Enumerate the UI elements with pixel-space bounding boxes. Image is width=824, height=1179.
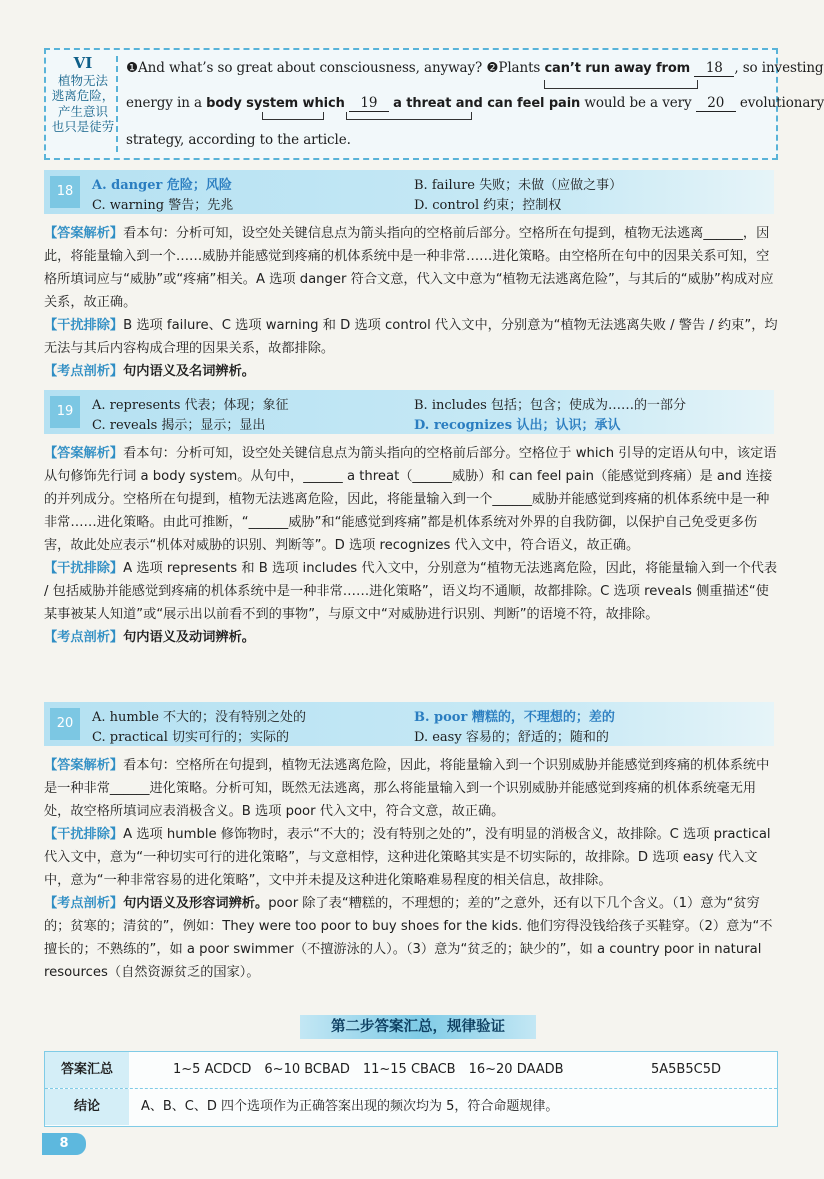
- option-a: A. represents 代表；体现；象征: [92, 398, 289, 413]
- answer-list: 1~5 ACDCD 6~10 BCBAD 11~15 CBACB 16~20 DAADB: [173, 1062, 564, 1077]
- key-phrase: can’t run away from: [544, 61, 691, 76]
- conclusion-text: A、B、C、D 四个选项作为正确答案出现的频次均为 5，符合命题规律。: [141, 1099, 559, 1114]
- arrow-connector: [544, 80, 698, 89]
- question-number: 19: [50, 396, 80, 428]
- options-19: [44, 390, 774, 434]
- page-number: 8: [42, 1133, 86, 1155]
- section-label-line: 逃离危险，: [51, 88, 115, 103]
- options-20: [44, 702, 774, 746]
- step-heading: [300, 1015, 536, 1039]
- section-label-line: 也只是徒劳: [51, 119, 115, 134]
- section-label-line: 植物无法: [57, 72, 108, 88]
- option-d: D. easy 容易的；舒适的；随和的: [414, 730, 609, 745]
- tag-point: 【考点剖析】: [44, 630, 124, 645]
- tag-point: 【考点剖析】: [44, 364, 124, 379]
- summary-head: 结论: [45, 1089, 129, 1125]
- option-b: B. includes 包括；包含；使成为……的一部分: [414, 398, 686, 413]
- summary-table: [44, 1051, 778, 1127]
- step-title: 答案汇总，规律验证: [374, 1019, 505, 1035]
- arrow-connector: [346, 112, 472, 120]
- tag-point: 【考点剖析】: [44, 896, 124, 911]
- passage-line-1: ❶And what’s so great about consciousness, anyway? ❷Plants can’t run away from 18 , so investing: [126, 60, 824, 76]
- passage-line-3: strategy, according to the article.: [126, 132, 351, 148]
- option-c: C. warning 警告；先兆: [92, 198, 234, 213]
- tag-analysis: 【答案解析】: [44, 226, 124, 241]
- summary-row: [45, 1052, 777, 1089]
- option-c: C. reveals 揭示；显示；显出: [92, 418, 266, 433]
- tag-analysis: 【答案解析】: [44, 758, 124, 773]
- key-phrase: a threat and can feel pain: [393, 96, 581, 111]
- option-c: C. practical 切实可行的；实际的: [92, 730, 290, 745]
- analysis-19: 【答案解析】看本句：分析可知，设空处关键信息点为箭头指向的空格前后部分。空格位于 which 引导的定语从句中，该定语从句修饰先行词 a body system。从句中，______ a threat（______威胁）和 can feel pain（能感觉到疼痛）是 and 连接的并列成分。空格所在句提到，植物无法逃离危险，因此，将能量输入到一个______威胁并能感觉到疼痛的机体系统中是一种非常……进化策略。由此可推断，“______威胁”和“能感觉到疼痛”都是机体系统对外界的自我防御，以保护自己免受更多伤害，故此处应表示“机体对威胁的识别、判断等”。D 选项 recognizes 代入文中，符合语义，故正确。 【干扰排除】A 选项 represents 和 B 选项 includes 代入文中，分别意为“植物无法逃离危险，因此，将能量输入到一个代表 / 包括威胁并能感觉到疼痛的机体系统中是一种非常……进化策略”，语义均不通顺，故都排除。C 选项 reveals 侧重描述“使某事被某人知道”或“展示出以前看不到的事物”，与原文中“对威胁进行识别、判断”的语境不符，故排除。 【考点剖析】句内语义及动词辨析。: [44, 446, 778, 645]
- question-number: 20: [50, 708, 80, 740]
- option-d: D. control 约束；控制权: [414, 198, 562, 213]
- arrow-connector: [262, 112, 324, 120]
- analysis-20: 【答案解析】看本句：空格所在句提到，植物无法逃离危险，因此，将能量输入到一个识别威胁并能感觉到疼痛的机体系统中是一种非常______进化策略。分析可知，既然无法逃离，那么将能量输入到一个识别威胁并能感觉到疼痛的机体系统毫无用处，故空格所填词应表消极含义。B 选项 poor 代入文中，符合文意，故正确。 【干扰排除】A 选项 humble 修饰物时，表示“不大的；没有特别之处的”，没有明显的消极含义，故排除。C 选项 practical 代入文中，意为“一种切实可行的进化策略”，与文意相悖，这种进化策略其实是不切实际的，故排除。D 选项 easy 代入文中，意为“一种非常容易的进化策略”，文中并未提及这种进化策略难易程度的相关信息，故排除。 【考点剖析】句内语义及形容词辨析。poor 除了表“糟糕的，不理想的；差的”之意外，还有以下几个含义。（1）意为“贫穷的；贫寒的；清贫的”，例如：They were too poor to buy shoes for the kids. 他们穷得没钱给孩子买鞋穿。（2）意为“不擅长的；不熟练的”，如 a poor swimmer（不擅游泳的人）。（3）意为“贫乏的；缺少的”，如 a country poor in natural resources（自然资源贫乏的国家）。: [44, 758, 773, 980]
- section-label-line: 产生意识: [57, 103, 108, 119]
- option-b: B. failure 失败；未做（应做之事）: [414, 178, 623, 193]
- tag-distract: 【干扰排除】: [44, 561, 124, 576]
- passage-line-2: energy in a body system which 19 a threat and can feel pain would be a very 20 evolutionary: [126, 95, 824, 111]
- summary-head: 答案汇总: [45, 1052, 129, 1088]
- analysis-18: 【答案解析】看本句：分析可知，设空处关键信息点为箭头指向的空格前后部分。空格所在句提到，植物无法逃离______，因此，将能量输入到一个……威胁并能感觉到疼痛的机体系统中是一种非常……进化策略。由空格所在句中的因果关系可知，空格所填词应与“威胁”或“疼痛”相关。A 选项 danger 符合文意，代入文中意为“植物无法逃离危险”，与其后的“威胁”构成对应关系，故正确。 【干扰排除】B 选项 failure、C 选项 warning 和 D 选项 control 代入文中，分别意为“植物无法逃离失败 / 警告 / 约束”，均无法与其后内容构成合理的因果关系，故都排除。 【考点剖析】句内语义及名词辨析。: [44, 226, 778, 379]
- tag-distract: 【干扰排除】: [44, 318, 124, 333]
- summary-row: [45, 1089, 777, 1125]
- option-d: D. recognizes 认出；认识；承认: [414, 418, 621, 433]
- option-a: A. danger 危险；风险: [92, 178, 232, 193]
- answer-count: 5A5B5C5D: [651, 1062, 721, 1077]
- key-phrase: body system which: [206, 96, 345, 111]
- blank-18: 18: [694, 60, 734, 77]
- question-number: 18: [50, 176, 80, 208]
- blank-20: 20: [696, 95, 736, 112]
- option-a: A. humble 不大的；没有特别之处的: [92, 710, 307, 725]
- step-label: 第二步: [331, 1019, 375, 1035]
- passage-box: [44, 48, 824, 160]
- option-b: B. poor 糟糕的，不理想的；差的: [414, 710, 615, 725]
- tag-analysis: 【答案解析】: [44, 446, 124, 461]
- section-label: [50, 56, 118, 152]
- blank-19: 19: [349, 95, 389, 112]
- section-number: VI: [73, 54, 93, 72]
- tag-distract: 【干扰排除】: [44, 827, 124, 842]
- options-18: [44, 170, 774, 214]
